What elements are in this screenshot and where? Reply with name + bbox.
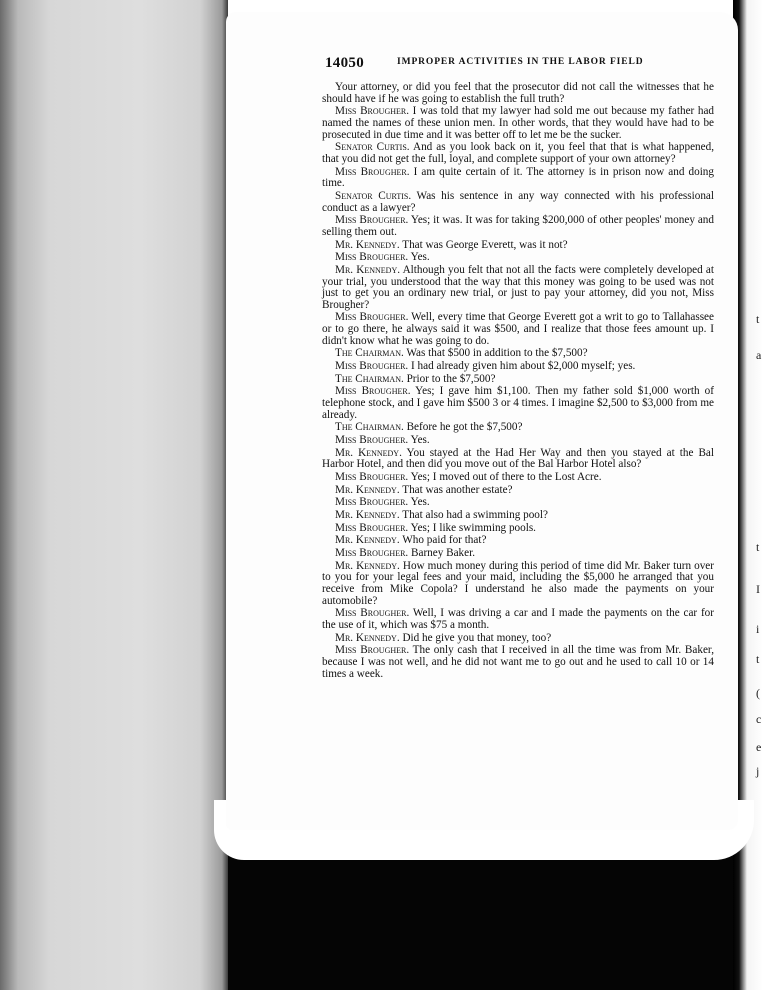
speaker-name: Senator Curtis.	[335, 141, 410, 154]
speech-text: That was another estate?	[402, 483, 513, 496]
margin-letter: t	[756, 312, 760, 326]
testimony-paragraph	[322, 167, 714, 190]
testimony-paragraph	[322, 106, 714, 141]
testimony-paragraph	[322, 348, 714, 360]
speech-text: That was George Everett, was it not?	[402, 238, 568, 251]
testimony-paragraph	[322, 142, 714, 165]
testimony-paragraph	[322, 548, 714, 560]
testimony-paragraph	[322, 252, 714, 264]
testimony-paragraph	[322, 422, 714, 434]
page-header	[325, 54, 725, 74]
testimony-paragraph	[322, 523, 714, 535]
speech-text: Yes; it was. It was for taking $200,000 of other peoples' money and selling them out.	[322, 214, 714, 238]
scanner-shadow-left	[0, 0, 228, 990]
speech-text: Yes; I like swimming pools.	[410, 521, 536, 534]
testimony-paragraph	[322, 82, 714, 105]
testimony-paragraph	[322, 535, 714, 547]
page-number: 14050	[325, 55, 364, 71]
testimony-paragraph	[322, 240, 714, 252]
speech-text: How much money during this period of time did Mr. Baker turn over to you for your legal fees and your maid, including the $5,000 he arranged that you receive from Mike Copola? I understand he also made the payments on your automobile?	[322, 559, 714, 607]
speech-text: The only cash that I received in all the time was from Mr. Baker, because I was not well, and he did not want me to go out and he used to call 10 or 14 times a week.	[322, 644, 714, 680]
speech-text: You stayed at the Had Her Way and then you stayed at the Bal Harbor Hotel, and then did you move out of the Bal Harbor Hotel also?	[322, 446, 714, 471]
speaker-name: Miss Brougher.	[335, 311, 409, 324]
speaker-name: Miss Brougher.	[335, 434, 409, 447]
speech-text: Was his sentence in any way connected with his professional conduct as a lawyer?	[322, 189, 714, 214]
testimony-paragraph	[322, 472, 714, 484]
testimony-paragraph	[322, 191, 714, 214]
speech-text: I had already given him about $2,000 myself; yes.	[411, 360, 636, 373]
testimony-paragraph	[322, 561, 714, 608]
margin-letter: i	[756, 622, 760, 636]
speech-text: Yes; I gave him $1,100. Then my father sold $1,000 worth of telephone stock, and I gave him $500 3 or 4 times. I imagine $2,500 to $3,000 from me already.	[322, 385, 714, 421]
speech-text: Barney Baker.	[411, 546, 476, 559]
speaker-name: Mr. Kennedy.	[335, 263, 401, 276]
speaker-name: Miss Brougher.	[335, 165, 410, 178]
speaker-name: Mr. Kennedy.	[335, 631, 400, 644]
margin-letter: t	[756, 540, 760, 554]
speaker-name: The Chairman.	[335, 372, 404, 385]
speech-text: Well, I was driving a car and I made the payments on the car for the use of it, which was $75 a month.	[322, 607, 714, 631]
speaker-name: Miss Brougher.	[335, 251, 409, 264]
testimony-paragraph	[322, 608, 714, 631]
speaker-name: Mr. Kennedy.	[335, 534, 400, 547]
speaker-name: Miss Brougher.	[335, 385, 411, 398]
margin-letter: c	[756, 712, 762, 726]
speaker-name: Miss Brougher.	[335, 360, 409, 373]
speech-text: Well, every time that George Everett got a writ to go to Tallahassee or to go there, he always said it was $500, and I realize that those fees amount up. I didn't know what he was going to do.	[322, 311, 714, 347]
testimony-paragraph	[322, 361, 714, 373]
speaker-name: Miss Brougher.	[335, 471, 409, 483]
speech-text: Yes.	[410, 496, 430, 509]
speech-text: Was that $500 in addition to the $7,500?	[406, 347, 588, 360]
speaker-name: Miss Brougher.	[335, 644, 410, 657]
speaker-name: Miss Brougher.	[335, 546, 409, 559]
speaker-name: Mr. Kennedy.	[335, 446, 402, 459]
margin-letter: e	[756, 740, 762, 754]
speaker-name: Miss Brougher.	[335, 607, 410, 620]
margin-letter: t	[756, 652, 760, 666]
speech-text: Before he got the $7,500?	[406, 421, 523, 434]
margin-letter: (	[756, 686, 760, 700]
speaker-name: Senator Curtis.	[335, 189, 412, 202]
speech-text: I was told that my lawyer had sold me out because my father had named the names of these union men. In other words, that they would have had to be prosecuted in due time and it was better off to let me be the sucker.	[322, 105, 715, 141]
speech-text: Did he give you that money, too?	[402, 631, 552, 644]
speech-text: Although you felt that not all the facts were completely developed at your trial, you understood that the way that this money was going to be used was not just to get you an ordinary new trial, or just to pay your attorney, did you not, Miss Brougher?	[322, 263, 714, 311]
speaker-name: The Chairman.	[335, 347, 404, 360]
speaker-name: Miss Brougher.	[335, 214, 409, 227]
speech-text: That also had a swimming pool?	[402, 508, 548, 521]
running-head: IMPROPER ACTIVITIES IN THE LABOR FIELD	[397, 57, 644, 67]
speech-text: Yes.	[410, 434, 430, 447]
speaker-name: Miss Brougher.	[335, 105, 410, 118]
speaker-name: Mr. Kennedy.	[335, 508, 400, 521]
speaker-name: Miss Brougher.	[335, 496, 409, 509]
testimony-paragraph	[322, 374, 714, 386]
testimony-paragraph	[322, 633, 714, 645]
speaker-name: Miss Brougher.	[335, 521, 409, 534]
speech-text: Who paid for that?	[402, 534, 487, 547]
testimony-paragraph	[322, 497, 714, 509]
speaker-name: Mr. Kennedy.	[335, 559, 400, 572]
speech-text: I am quite certain of it. The attorney is in prison now and doing time.	[322, 165, 714, 190]
testimony-paragraph	[322, 265, 714, 312]
speaker-name: The Chairman.	[335, 421, 404, 434]
margin-letter: j	[756, 764, 760, 778]
speech-text: Your attorney, or did you feel that the prosecutor did not call the witnesses that he should have if he was going to establish the full truth?	[322, 81, 714, 105]
testimony-paragraph	[322, 645, 714, 680]
margin-letter: a	[756, 348, 762, 362]
speech-text: Prior to the $7,500?	[406, 372, 496, 385]
speaker-name: Mr. Kennedy.	[335, 238, 400, 251]
speaker-name: Mr. Kennedy.	[335, 483, 400, 496]
testimony-paragraph	[322, 386, 714, 421]
testimony-paragraph	[322, 215, 714, 238]
speech-text: And as you look back on it, you feel that that is what happened, that you did not get the full, loyal, and complete support of your own attorney?	[322, 141, 714, 165]
margin-letter: I	[756, 582, 760, 596]
testimony-paragraph	[322, 448, 714, 471]
speech-text: Yes.	[410, 251, 430, 264]
testimony-paragraph	[322, 485, 714, 497]
testimony-paragraph	[322, 312, 714, 347]
testimony-body	[322, 82, 714, 782]
speech-text: Yes; I moved out of there to the Lost Acre.	[410, 471, 602, 483]
testimony-paragraph	[322, 510, 714, 522]
testimony-paragraph	[322, 435, 714, 447]
